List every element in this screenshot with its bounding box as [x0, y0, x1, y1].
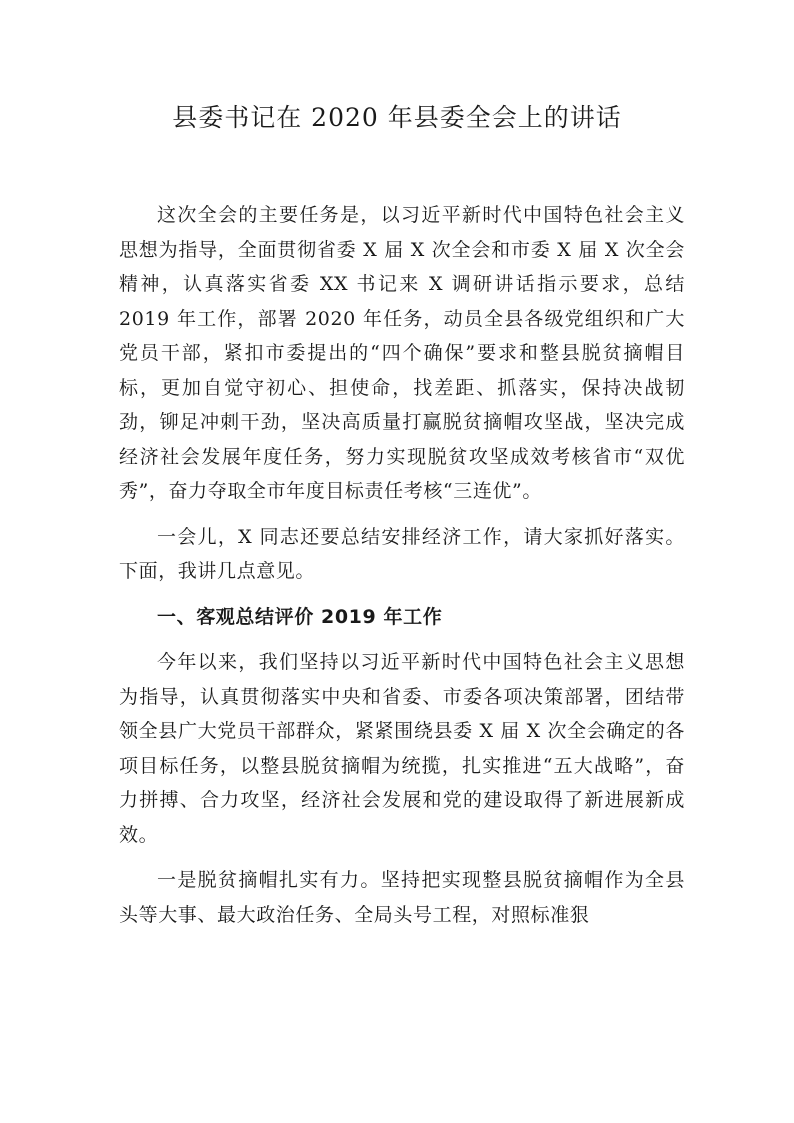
paragraph-summary: 今年以来，我们坚持以习近平新时代中国特色社会主义思想为指导，认真贯彻落实中央和省委、市委各项决策部署，团结带领全县广大党员干部群众，紧紧围绕县委 X 届 X 次全会确定的各项目标任务，以整县脱贫摘帽为统揽，扎实推进“五大战略”，奋力拼搏、合力攻坚，经济社会发展和党的建设取得了新进展新成效。 — [119, 651, 685, 846]
paragraph-transition: 一会儿，X 同志还要总结安排经济工作，请大家抓好落实。下面，我讲几点意见。 — [119, 525, 685, 582]
paragraph-poverty-alleviation: 一是脱贫摘帽扎实有力。坚持把实现整县脱贫摘帽作为全县头等大事、最大政治任务、全局头号工程，对照标准狠 — [119, 869, 685, 926]
document-title: 县委书记在 2020 年县委全会上的讲话 — [172, 103, 622, 132]
paragraph-intro: 这次全会的主要任务是，以习近平新时代中国特色社会主义思想为指导，全面贯彻省委 X 届 X 次全会和市委 X 届 X 次全会精神，认真落实省委 XX 书记来 X 调研讲话指示要求，总结 2019 年工作，部署 2020 年任务，动员全县各级党组织和广大党员干部，紧扣市委提出的“四个确保”要求和整县脱贫摘帽目标，更加自觉守初心、担使命，找差距、抓落实，保持决战韧劲，铆足冲刺干劲，坚决高质量打赢脱贫摘帽攻坚战，坚决完成经济社会发展年度任务，努力实现脱贫攻坚成效考核省市“双优秀”，奋力夺取全市年度目标责任考核“三连优”。 — [119, 204, 685, 502]
section-heading: 一、客观总结评价 2019 年工作 — [157, 605, 443, 628]
document-body — [119, 198, 685, 932]
